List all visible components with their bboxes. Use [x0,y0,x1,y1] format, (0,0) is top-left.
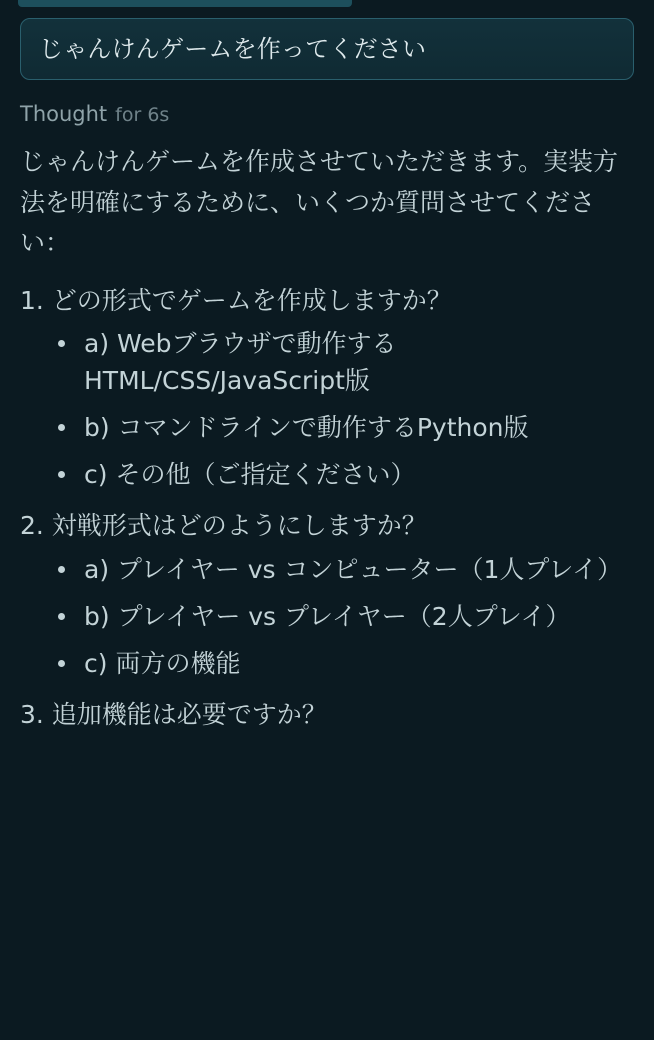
question-2-title: 2. 対戦形式はどのようにしますか？ [20,511,427,540]
list-item: c) 両方の機能 [84,645,634,682]
list-item: a) Webブラウザで動作するHTML/CSS/JavaScript版 [84,325,634,399]
list-item: a) プレイヤー vs コンピューター（1人プレイ） [84,551,634,588]
answer-intro: じゃんけんゲームを作成させていただきます。実装方法を明確にするために、いくつか質問させてください： [20,147,619,257]
list-item: b) プレイヤー vs プレイヤー（2人プレイ） [84,598,634,635]
question-1-options [20,325,634,493]
question-1-title: 1. どの形式でゲームを作成しますか？ [20,285,452,315]
question-3-title: 3. 追加機能は必要ですか？ [20,699,327,729]
list-item: b) コマンドラインで動作するPython版 [84,409,634,446]
question-2-options [20,551,634,682]
thought-label: Thought [20,102,108,126]
user-prompt-text: じゃんけんゲームを作ってください [39,34,427,63]
list-item: c) その他（ご指定ください） [84,456,634,493]
assistant-answer [20,142,634,733]
thought-duration: for 6s [115,104,170,126]
user-prompt-bubble[interactable] [20,18,634,80]
thought-row[interactable] [20,102,634,126]
